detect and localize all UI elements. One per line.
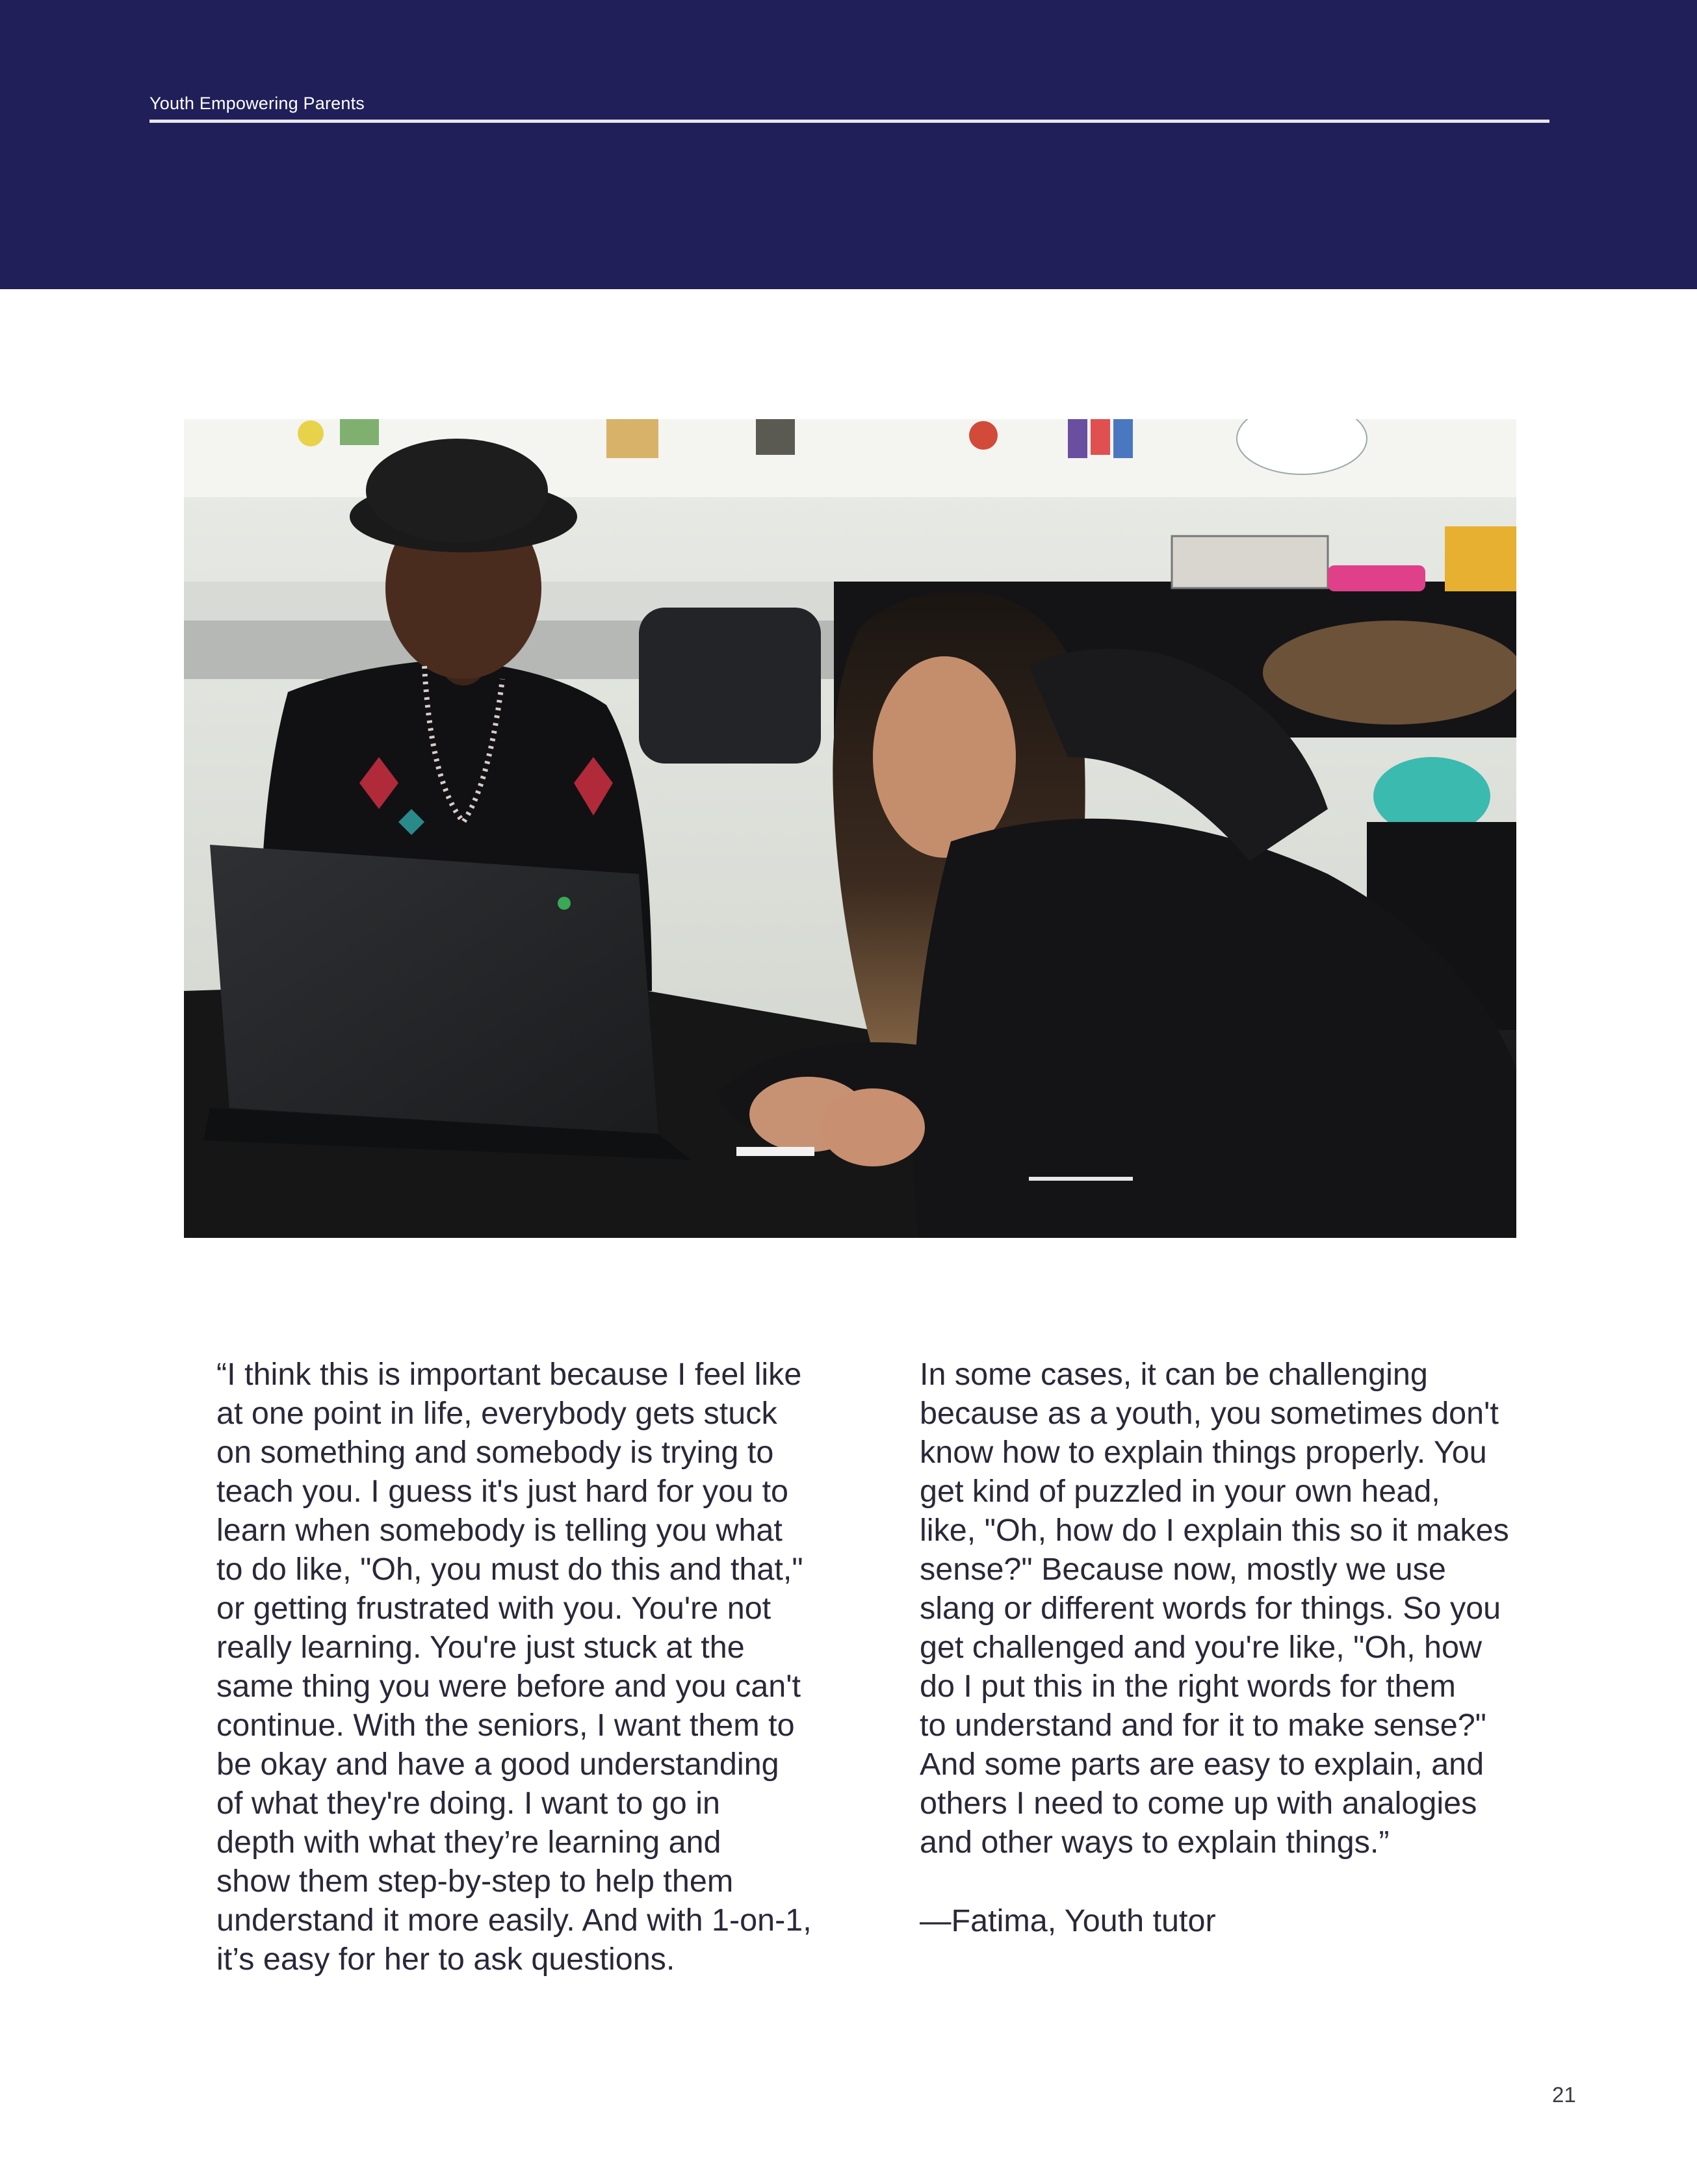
photo-illustration bbox=[184, 419, 1516, 1238]
page-number: 21 bbox=[1552, 2083, 1576, 2107]
running-header-title: Youth Empowering Parents bbox=[149, 94, 365, 113]
header-band bbox=[0, 0, 1697, 289]
header-divider bbox=[149, 120, 1549, 123]
quote-left-column: “I think this is important because I feel like at one point in life, everybody gets stuck on something and somebody is trying to teach you. I guess it's just hard for you to learn when somebody is telling you what to do like, "Oh, you must do this and that," or getting frustrated with you. You're not really learning. You're just stuck at the same thing you were before and you can't continue. With the seniors, I want them to be okay and have a good understanding of what they're doing. I want to go in depth with what they’re learning and show them step-by-step to help them understand it more easily. And with 1-on-1, it’s easy for her to ask questions. bbox=[216, 1357, 812, 1977]
quote-attribution: —Fatima, Youth tutor bbox=[920, 1903, 1216, 1938]
quote-right-column: In some cases, it can be challenging because as a youth, you sometimes don't know how to explain things properly. You get kind of puzzled in your own head, like, "Oh, how do I explain this so it makes sense?" Because now, mostly we use slang or different words for things. So you get challenged and you're like, "Oh, how do I put this in the right words for them to understand and for it to make sense?" And some parts are easy to explain, and others I need to come up with analogies and other ways to explain things.” bbox=[920, 1357, 1509, 1860]
tutoring-photo bbox=[184, 419, 1516, 1238]
